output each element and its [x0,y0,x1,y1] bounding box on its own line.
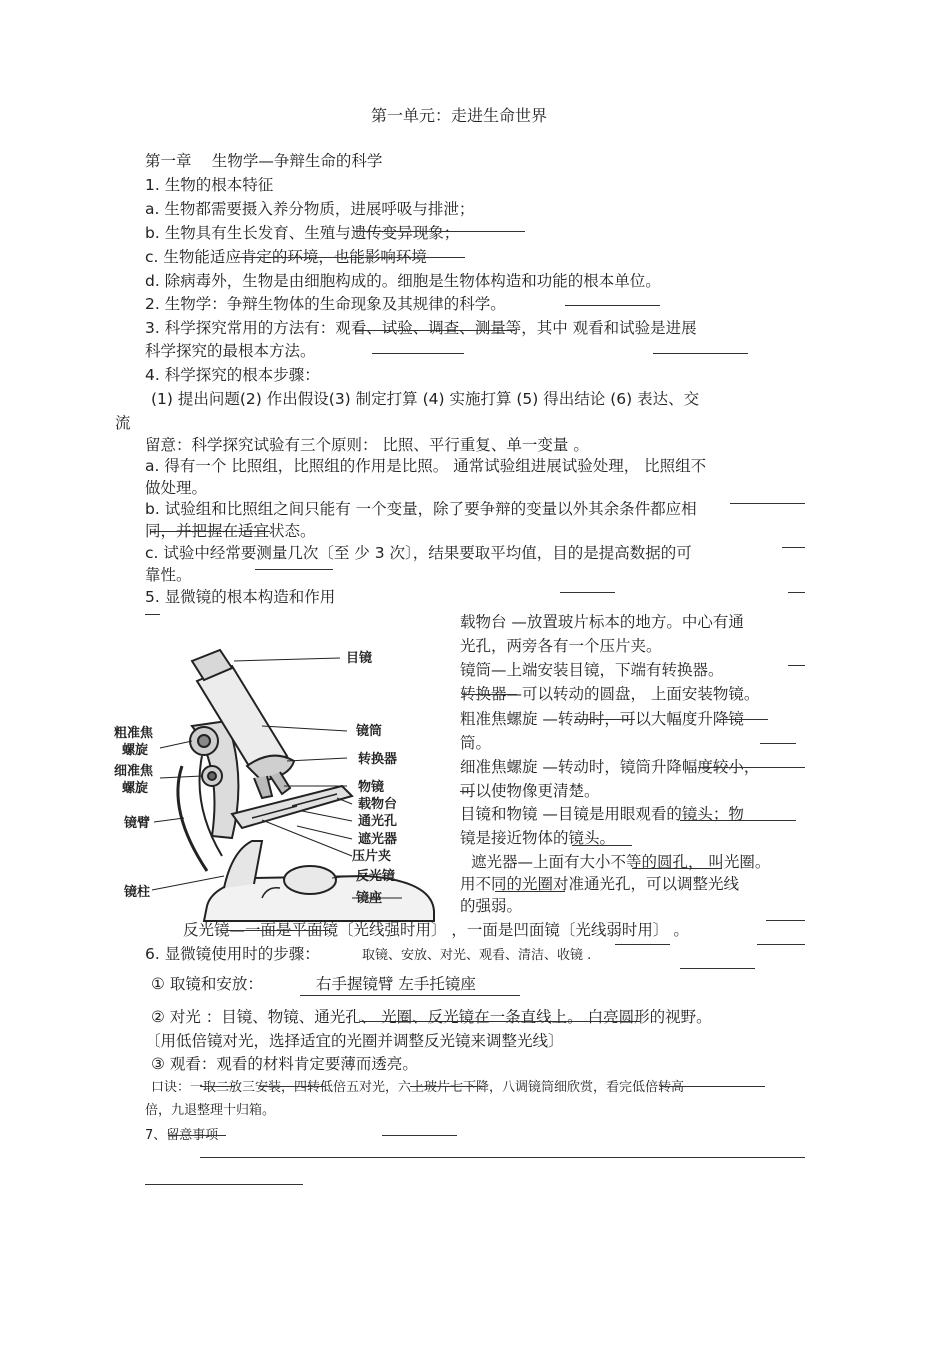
strike-line [235,257,465,258]
strike-line [260,1086,325,1087]
label-clip: 压片夹 [352,849,392,864]
underline [200,1157,805,1158]
structure-stage-line2: 光孔，两旁各有一个压片夹。 [460,637,662,655]
section-1-item-a: a. 生物都需要摄入养分物质，进展呼吸与排泄； [145,200,475,218]
rhyme-line1: 口诀：一取二放三安装，四转低倍五对光，六上玻片七下降，八调镜筒细欣赏，看完低倍转高 [151,1080,685,1095]
strike-line [355,231,525,232]
section-3-line1: 3. 科学探究常用的方法有：观看、试验、调查、测量等，其中 观看和试验是进展 [145,319,697,337]
section-1-heading: 1. 生物的根本特征 [145,176,274,194]
label-eyepiece: 目镜 [346,651,373,666]
label-coarse-2: 螺旋 [122,743,149,758]
structure-coarse-line2: 筒。 [460,734,492,752]
underline [680,820,796,821]
section-4-b-line2: 同，并把握在适宜状态。 [145,522,316,540]
structure-diaphragm-line1: 遮光器—上面有大小不等的圆孔， 叫光圈。 [471,853,771,871]
section-4-steps-end: 流 [115,414,131,432]
underline [680,968,755,969]
underline [757,944,805,945]
label-coarse-1: 粗准焦 [114,726,154,741]
section-4-steps: (1) 提出问题(2) 作出假设(3) 制定打算 (4) 实施打算 (5) 得出结论 (6) 表达、交 [151,390,700,408]
structure-lenses-line2: 镜是接近物体的镜头。 [460,829,616,847]
structure-lenses-line1: 目镜和物镜 —目镜是用眼观看的镜头；物 [460,805,744,823]
step-2: ② 对光 ：目镜、物镜、通光孔、 光圈、反光镜在一条直线上。 白亮圆形的视野。 [151,1008,712,1026]
underline [730,503,805,504]
strike-line [698,767,805,768]
section-5-heading: 5. 显微镜的根本构造和作用 [145,588,336,606]
underline [788,665,805,666]
underline [782,547,805,548]
section-4-a-line1: a. 得有一个 比照组，比照组的作用是比照。 通常试验组进展试验处理， 比照组不 [145,457,707,475]
underline [372,353,464,354]
underline [360,1021,640,1022]
strike-line [660,1086,765,1087]
strike-line [575,719,635,720]
underline [615,944,670,945]
label-diaphragm: 遮光器 [358,832,398,847]
strike-line [718,719,768,720]
strike-line [460,791,475,792]
section-1-item-d: d. 除病毒外，生物是由细胞构成的。细胞是生物体构造和功能的根本单位。 [145,272,661,290]
label-tube: 镜筒 [356,724,383,739]
strike-line [150,531,270,532]
section-1-item-c: c. 生物能适应肯定的环境，也能影响环境 [145,248,427,266]
underline [653,353,748,354]
structure-fine-line2: 可以使物像更清楚。 [460,782,600,800]
underline [145,1184,303,1185]
label-nosepiece: 转换器 [358,752,398,767]
step-1-label: ① 取镜和安放： [151,975,263,993]
underline [565,305,660,306]
section-2: 2. 生物学：争辩生物体的生命现象及其规律的科学。 [145,295,506,313]
underline [255,569,333,570]
step-3: ③ 观看：观看的材料肯定要薄而透亮。 [151,1055,418,1073]
step-1-value: 右手握镜臂 左手托镜座 [316,975,476,993]
section-4-c-line1: c. 试验中经常要测量几次〔至 少 3 次〕，结果要取平均值，目的是提高数据的可 [145,544,692,562]
section-4-a-line2: 做处理。 [145,479,208,497]
section-4-c-line2: 靠性。 [145,566,192,584]
step-2-note: 〔用低倍镜对光，选择适宜的光圈并调整反光镜来调整光线〕 [145,1032,564,1050]
label-objective: 物镜 [358,780,385,795]
structure-coarse-line1: 粗准焦螺旋 —转动时，可以大幅度升降镜 [460,710,744,728]
underline [145,614,160,615]
strike-line [168,1135,226,1136]
structure-stage-line1: 载物台 —放置玻片标本的地方。中心有通 [460,613,744,631]
label-stage: 载物台 [358,797,398,812]
label-arm: 镜臂 [124,816,151,831]
page-title: 第一单元：走进生命世界 [371,106,548,125]
section-4-note: 留意：科学探究试验有三个原则： 比照、平行重复、单一变量 。 [145,436,589,454]
underline [572,845,632,846]
underline [300,995,520,996]
structure-diaphragm-line2: 用不同的光圈对准通光孔，可以调整光线 [460,875,740,893]
structure-fine-line1: 细准焦螺旋 —转动时，镜筒升降幅度较小， [460,758,760,776]
section-3-line2: 科学探究的最根本方法。 [145,342,316,360]
label-fine-1: 细准焦 [114,764,154,779]
label-aperture: 通光孔 [358,814,398,829]
strike-line [462,694,517,695]
section-1-item-b: b. 生物具有生长发育、生殖与遗传变异现象； [145,224,460,242]
structure-tube: 镜筒—上端安装目镜，下端有转换器。 [460,661,724,679]
chapter-heading: 第一章 生物学—争辩生命的科学 [145,152,383,170]
underline [788,592,805,593]
underline [760,743,796,744]
underline [560,592,615,593]
strike-line [355,330,515,331]
label-base: 镜座 [356,891,383,906]
strike-line [410,1086,485,1087]
strike-line [200,1086,235,1087]
section-4-b-line1: b. 试验组和比照组之间只能有 一个变量，除了要争辩的变量以外其余条件都应相 [145,500,697,518]
underline [382,1135,457,1136]
label-pillar: 镜柱 [124,885,151,900]
microscope-figure [112,636,442,936]
structure-reflector: 反光镜—一面是平面镜〔光线强时用〕 ，一面是凹面镜〔光线弱时用〕 。 [183,921,689,939]
underline [632,868,722,869]
structure-nosepiece: 转换器—可以转动的圆盘， 上面安装物镜。 [460,685,760,703]
label-fine-2: 螺旋 [122,781,149,796]
section-6-steps: 取镜、安放、对光、观看、清洁、收镜 . [362,948,592,963]
underline [766,920,805,921]
underline [495,891,565,892]
section-4-heading: 4. 科学探究的根本步骤： [145,366,320,384]
section-6-heading: 6. 显微镜使用时的步骤： [145,945,320,963]
section-7: 7、留意事项 [145,1128,219,1143]
rhyme-line2: 倍，九退整理十归箱。 [145,1103,276,1118]
structure-diaphragm-line3: 的强弱。 [460,897,523,915]
label-mirror: 反光镜 [356,869,396,884]
strike-line [220,930,330,931]
